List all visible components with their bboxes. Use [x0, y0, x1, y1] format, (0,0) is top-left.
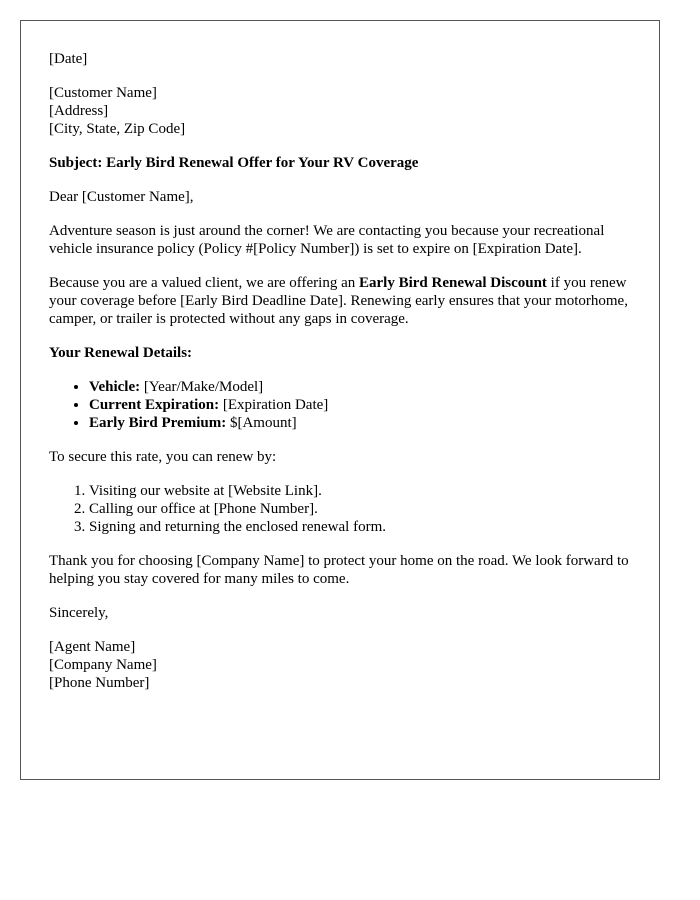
signature-company: [Company Name]	[49, 657, 157, 673]
detail-value: [Year/Make/Model]	[140, 379, 264, 395]
recipient-block	[49, 84, 631, 138]
letter-salutation: Dear [Customer Name],	[49, 189, 194, 205]
intro-paragraph: Adventure season is just around the corner! We are contacting you because your recreational vehicle insurance policy (Policy #[Policy Number]) is set to expire on [Expiration Date].	[49, 223, 605, 257]
renew-option-website: 1. Visiting our website at [Website Link].	[89, 482, 631, 500]
detail-value: [Expiration Date]	[219, 397, 329, 413]
letter-container	[20, 20, 660, 780]
closing-paragraph: Thank you for choosing [Company Name] to protect your home on the road. We look forward to helping you stay covered for many miles to come.	[49, 553, 629, 587]
signature-phone: [Phone Number]	[49, 675, 150, 691]
detail-label: Current Expiration:	[89, 397, 220, 413]
renewal-details-list	[49, 378, 631, 432]
sign-off: Sincerely,	[49, 605, 109, 621]
letter-subject: Subject: Early Bird Renewal Offer for Your RV Coverage	[49, 155, 419, 171]
recipient-address: [Address]	[49, 103, 109, 119]
detail-item-early-bird-premium	[89, 414, 631, 432]
detail-item-vehicle	[89, 378, 631, 396]
renew-options-list	[49, 482, 631, 536]
detail-label: Early Bird Premium:	[89, 415, 227, 431]
renew-intro: To secure this rate, you can renew by:	[49, 449, 277, 465]
letter-date: [Date]	[49, 51, 88, 67]
offer-text-before: Because you are a valued client, we are offering an	[49, 275, 359, 291]
signature-agent: [Agent Name]	[49, 639, 136, 655]
detail-value: $[Amount]	[226, 415, 297, 431]
detail-label: Vehicle:	[89, 379, 141, 395]
offer-highlight: Early Bird Renewal Discount	[359, 275, 547, 291]
renew-option-phone: 2. Calling our office at [Phone Number].	[89, 500, 631, 518]
recipient-name: [Customer Name]	[49, 85, 157, 101]
offer-paragraph	[49, 274, 631, 328]
renew-option-form: 3. Signing and returning the enclosed renewal form.	[89, 518, 631, 536]
signature-block	[49, 638, 631, 692]
offer-text-after: if you renew your coverage before [Early Bird Deadline Date]. Renewing early ensures that your motorhome, camper, or trailer is protected without any gaps in coverage.	[49, 275, 628, 327]
detail-item-current-expiration	[89, 396, 631, 414]
renewal-details-heading: Your Renewal Details:	[49, 345, 193, 361]
recipient-city-state-zip: [City, State, Zip Code]	[49, 121, 186, 137]
